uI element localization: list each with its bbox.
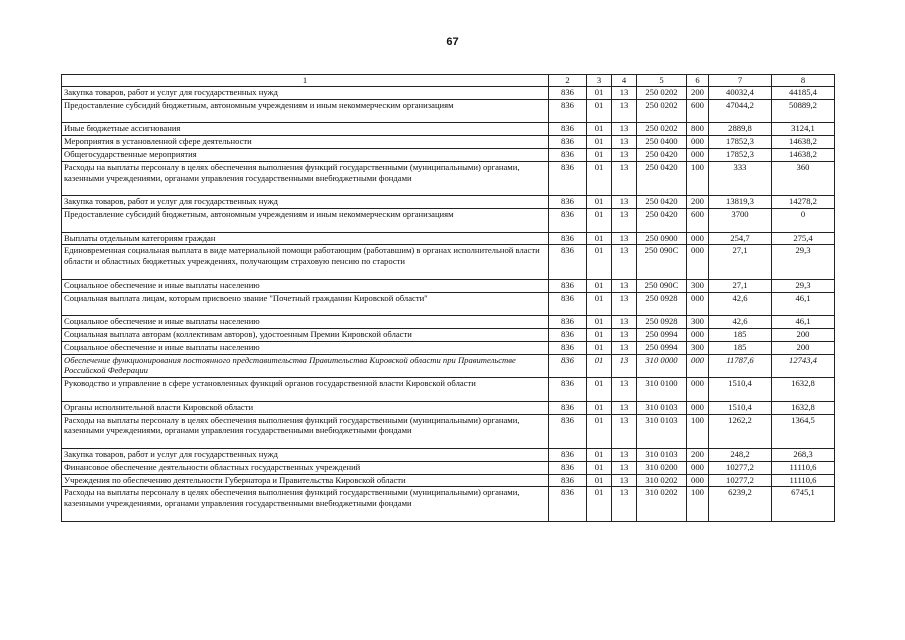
row-value-year-2: 200	[772, 328, 835, 341]
table-row	[62, 461, 835, 474]
row-ministry-code: 836	[549, 136, 587, 149]
row-section: 01	[587, 461, 612, 474]
table-row	[62, 378, 835, 402]
row-expense-type: 000	[687, 378, 709, 402]
table-row	[62, 474, 835, 487]
row-subsection: 13	[612, 148, 637, 161]
row-value-year-2: 200	[772, 341, 835, 354]
row-expense-type: 000	[687, 328, 709, 341]
row-value-year-1: 254,7	[709, 232, 772, 245]
row-expense-type: 600	[687, 208, 709, 232]
row-description: Расходы на выплаты персоналу в целях обеспечения выполнения функций государственными (муниципальными) органами, казенными учреждениями, органами управления государственными внебюджетными фондами	[62, 487, 549, 521]
row-target-article: 310 0100	[637, 378, 687, 402]
row-description: Мероприятия в установленной сфере деятельности	[62, 136, 549, 149]
row-expense-type: 000	[687, 354, 709, 378]
row-expense-type: 000	[687, 292, 709, 316]
row-section: 01	[587, 414, 612, 448]
table-row	[62, 208, 835, 232]
row-value-year-1: 185	[709, 328, 772, 341]
row-description: Закупка товаров, работ и услуг для государственных нужд	[62, 87, 549, 100]
row-description: Учреждения по обеспечению деятельности Губернатора и Правительства Кировской области	[62, 474, 549, 487]
row-target-article: 250 0202	[637, 123, 687, 136]
row-section: 01	[587, 292, 612, 316]
row-expense-type: 300	[687, 341, 709, 354]
row-description: Социальное обеспечение и иные выплаты населению	[62, 316, 549, 329]
row-target-article: 250 0928	[637, 316, 687, 329]
row-subsection: 13	[612, 487, 637, 521]
row-ministry-code: 836	[549, 292, 587, 316]
row-value-year-2: 12743,4	[772, 354, 835, 378]
row-value-year-2: 14638,2	[772, 148, 835, 161]
column-header: 5	[637, 75, 687, 87]
row-ministry-code: 836	[549, 378, 587, 402]
row-section: 01	[587, 148, 612, 161]
row-description: Общегосударственные мероприятия	[62, 148, 549, 161]
table-row	[62, 136, 835, 149]
table-body	[62, 87, 835, 522]
row-target-article: 310 0103	[637, 414, 687, 448]
row-subsection: 13	[612, 99, 637, 123]
row-subsection: 13	[612, 208, 637, 232]
row-target-article: 310 0103	[637, 448, 687, 461]
row-subsection: 13	[612, 414, 637, 448]
row-description: Руководство и управление в сфере установленных функций органов государственной власти Кировской области	[62, 378, 549, 402]
row-expense-type: 000	[687, 461, 709, 474]
row-target-article: 250 0420	[637, 196, 687, 209]
table-row	[62, 196, 835, 209]
row-value-year-2: 44185,4	[772, 87, 835, 100]
row-target-article: 310 0202	[637, 474, 687, 487]
row-section: 01	[587, 136, 612, 149]
budget-table	[61, 74, 835, 522]
row-ministry-code: 836	[549, 232, 587, 245]
table-row	[62, 99, 835, 123]
row-description: Единовременная социальная выплата в виде материальной помощи работающим (работавшим) в органах исполнительной власти области и областных бюджетных учреждениях, получающим страховую пенсию по старости	[62, 245, 549, 279]
row-description: Предоставление субсидий бюджетным, автономным учреждениям и иным некоммерческим организациям	[62, 208, 549, 232]
row-value-year-1: 47044,2	[709, 99, 772, 123]
table-row	[62, 316, 835, 329]
row-target-article: 310 0200	[637, 461, 687, 474]
row-value-year-1: 13819,3	[709, 196, 772, 209]
row-value-year-1: 11787,6	[709, 354, 772, 378]
row-expense-type: 000	[687, 401, 709, 414]
row-description: Иные бюджетные ассигнования	[62, 123, 549, 136]
row-value-year-2: 14638,2	[772, 136, 835, 149]
row-section: 01	[587, 279, 612, 292]
row-expense-type: 300	[687, 316, 709, 329]
row-subsection: 13	[612, 461, 637, 474]
row-description: Расходы на выплаты персоналу в целях обеспечения выполнения функций государственными (муниципальными) органами, казенными учреждениями, органами управления государственными внебюджетными фондами	[62, 161, 549, 195]
row-target-article: 310 0000	[637, 354, 687, 378]
row-ministry-code: 836	[549, 161, 587, 195]
row-ministry-code: 836	[549, 208, 587, 232]
row-value-year-1: 1262,2	[709, 414, 772, 448]
table-row	[62, 448, 835, 461]
row-ministry-code: 836	[549, 461, 587, 474]
row-description: Органы исполнительной власти Кировской области	[62, 401, 549, 414]
table-row	[62, 341, 835, 354]
row-description: Расходы на выплаты персоналу в целях обеспечения выполнения функций государственными (муниципальными) органами, казенными учреждениями, органами управления государственными внебюджетными фондами	[62, 414, 549, 448]
row-value-year-1: 42,6	[709, 292, 772, 316]
row-value-year-2: 1632,8	[772, 378, 835, 402]
row-ministry-code: 836	[549, 99, 587, 123]
row-description: Социальное обеспечение и иные выплаты населению	[62, 341, 549, 354]
row-ministry-code: 836	[549, 414, 587, 448]
row-value-year-2: 14278,2	[772, 196, 835, 209]
row-target-article: 250 0400	[637, 136, 687, 149]
row-expense-type: 200	[687, 448, 709, 461]
row-value-year-2: 46,1	[772, 316, 835, 329]
row-subsection: 13	[612, 161, 637, 195]
row-target-article: 250 0202	[637, 99, 687, 123]
row-subsection: 13	[612, 279, 637, 292]
row-ministry-code: 836	[549, 148, 587, 161]
row-target-article: 250 0994	[637, 328, 687, 341]
row-value-year-2: 6745,1	[772, 487, 835, 521]
row-value-year-2: 1364,5	[772, 414, 835, 448]
row-value-year-1: 3700	[709, 208, 772, 232]
row-target-article: 250 0900	[637, 232, 687, 245]
row-subsection: 13	[612, 316, 637, 329]
table-row	[62, 245, 835, 279]
row-expense-type: 000	[687, 474, 709, 487]
row-target-article: 250 0420	[637, 208, 687, 232]
row-description: Закупка товаров, работ и услуг для государственных нужд	[62, 196, 549, 209]
row-section: 01	[587, 448, 612, 461]
row-value-year-2: 50889,2	[772, 99, 835, 123]
table-row	[62, 123, 835, 136]
row-ministry-code: 836	[549, 245, 587, 279]
row-subsection: 13	[612, 292, 637, 316]
row-description: Закупка товаров, работ и услуг для государственных нужд	[62, 448, 549, 461]
row-value-year-1: 10277,2	[709, 474, 772, 487]
row-target-article: 250 0928	[637, 292, 687, 316]
row-subsection: 13	[612, 401, 637, 414]
row-subsection: 13	[612, 87, 637, 100]
row-expense-type: 000	[687, 136, 709, 149]
row-subsection: 13	[612, 245, 637, 279]
row-value-year-1: 2889,8	[709, 123, 772, 136]
row-section: 01	[587, 245, 612, 279]
row-subsection: 13	[612, 328, 637, 341]
table-row	[62, 232, 835, 245]
table-row	[62, 401, 835, 414]
row-section: 01	[587, 208, 612, 232]
row-section: 01	[587, 341, 612, 354]
row-expense-type: 600	[687, 99, 709, 123]
column-header: 3	[587, 75, 612, 87]
row-value-year-1: 17852,3	[709, 136, 772, 149]
row-ministry-code: 836	[549, 487, 587, 521]
row-expense-type: 100	[687, 487, 709, 521]
column-header: 2	[549, 75, 587, 87]
row-target-article: 250 0420	[637, 161, 687, 195]
row-value-year-2: 1632,8	[772, 401, 835, 414]
row-description: Выплаты отдельным категориям граждан	[62, 232, 549, 245]
row-subsection: 13	[612, 136, 637, 149]
row-value-year-2: 275,4	[772, 232, 835, 245]
row-ministry-code: 836	[549, 87, 587, 100]
page-number: 67	[446, 36, 459, 48]
row-subsection: 13	[612, 354, 637, 378]
row-value-year-2: 360	[772, 161, 835, 195]
row-subsection: 13	[612, 341, 637, 354]
table-row	[62, 161, 835, 195]
row-value-year-2: 268,3	[772, 448, 835, 461]
row-value-year-2: 29,3	[772, 245, 835, 279]
row-target-article: 250 090С	[637, 279, 687, 292]
table-row	[62, 328, 835, 341]
row-description: Социальная выплата лицам, которым присвоено звание "Почетный гражданин Кировской области"	[62, 292, 549, 316]
table-row	[62, 487, 835, 521]
row-subsection: 13	[612, 196, 637, 209]
row-target-article: 250 0420	[637, 148, 687, 161]
row-ministry-code: 836	[549, 401, 587, 414]
row-expense-type: 000	[687, 148, 709, 161]
row-description: Социальное обеспечение и иные выплаты населению	[62, 279, 549, 292]
row-ministry-code: 836	[549, 279, 587, 292]
row-expense-type: 000	[687, 245, 709, 279]
row-value-year-1: 17852,3	[709, 148, 772, 161]
row-target-article: 250 0994	[637, 341, 687, 354]
column-header: 7	[709, 75, 772, 87]
row-ministry-code: 836	[549, 448, 587, 461]
row-description: Обеспечение функционирования постоянного представительства Правительства Кировской области при Правительстве Российской Федерации	[62, 354, 549, 378]
table-row	[62, 279, 835, 292]
row-value-year-1: 185	[709, 341, 772, 354]
row-expense-type: 000	[687, 232, 709, 245]
row-subsection: 13	[612, 123, 637, 136]
row-section: 01	[587, 316, 612, 329]
row-ministry-code: 836	[549, 196, 587, 209]
table-row	[62, 354, 835, 378]
row-ministry-code: 836	[549, 123, 587, 136]
row-value-year-2: 29,3	[772, 279, 835, 292]
row-ministry-code: 836	[549, 316, 587, 329]
table-row	[62, 292, 835, 316]
row-target-article: 250 0202	[637, 87, 687, 100]
column-header: 6	[687, 75, 709, 87]
row-value-year-2: 3124,1	[772, 123, 835, 136]
row-value-year-1: 27,1	[709, 279, 772, 292]
row-value-year-1: 40032,4	[709, 87, 772, 100]
row-section: 01	[587, 401, 612, 414]
row-section: 01	[587, 99, 612, 123]
row-description: Финансовое обеспечение деятельности областных государственных учреждений	[62, 461, 549, 474]
table-row	[62, 414, 835, 448]
row-ministry-code: 836	[549, 354, 587, 378]
row-value-year-2: 11110,6	[772, 474, 835, 487]
row-value-year-1: 6239,2	[709, 487, 772, 521]
row-expense-type: 300	[687, 279, 709, 292]
column-header: 4	[612, 75, 637, 87]
row-expense-type: 100	[687, 161, 709, 195]
row-section: 01	[587, 123, 612, 136]
header-row	[62, 75, 835, 87]
row-target-article: 250 090С	[637, 245, 687, 279]
row-target-article: 310 0202	[637, 487, 687, 521]
row-section: 01	[587, 328, 612, 341]
row-section: 01	[587, 354, 612, 378]
row-expense-type: 100	[687, 414, 709, 448]
row-value-year-1: 27,1	[709, 245, 772, 279]
row-value-year-1: 1510,4	[709, 401, 772, 414]
row-value-year-1: 10277,2	[709, 461, 772, 474]
row-target-article: 310 0103	[637, 401, 687, 414]
row-description: Предоставление субсидий бюджетным, автономным учреждениям и иным некоммерческим организациям	[62, 99, 549, 123]
row-section: 01	[587, 232, 612, 245]
row-subsection: 13	[612, 474, 637, 487]
row-section: 01	[587, 378, 612, 402]
row-expense-type: 200	[687, 87, 709, 100]
row-ministry-code: 836	[549, 341, 587, 354]
row-value-year-1: 333	[709, 161, 772, 195]
row-value-year-1: 248,2	[709, 448, 772, 461]
row-subsection: 13	[612, 378, 637, 402]
row-value-year-2: 0	[772, 208, 835, 232]
row-section: 01	[587, 161, 612, 195]
table-row	[62, 87, 835, 100]
row-ministry-code: 836	[549, 328, 587, 341]
row-expense-type: 200	[687, 196, 709, 209]
row-subsection: 13	[612, 232, 637, 245]
row-value-year-2: 46,1	[772, 292, 835, 316]
row-value-year-1: 1510,4	[709, 378, 772, 402]
row-ministry-code: 836	[549, 474, 587, 487]
row-value-year-1: 42,6	[709, 316, 772, 329]
row-description: Социальная выплата авторам (коллективам авторов), удостоенным Премии Кировской области	[62, 328, 549, 341]
column-header: 1	[62, 75, 549, 87]
row-section: 01	[587, 196, 612, 209]
row-subsection: 13	[612, 448, 637, 461]
row-value-year-2: 11110,6	[772, 461, 835, 474]
column-header: 8	[772, 75, 835, 87]
table-row	[62, 148, 835, 161]
row-section: 01	[587, 487, 612, 521]
row-expense-type: 800	[687, 123, 709, 136]
row-section: 01	[587, 474, 612, 487]
row-section: 01	[587, 87, 612, 100]
